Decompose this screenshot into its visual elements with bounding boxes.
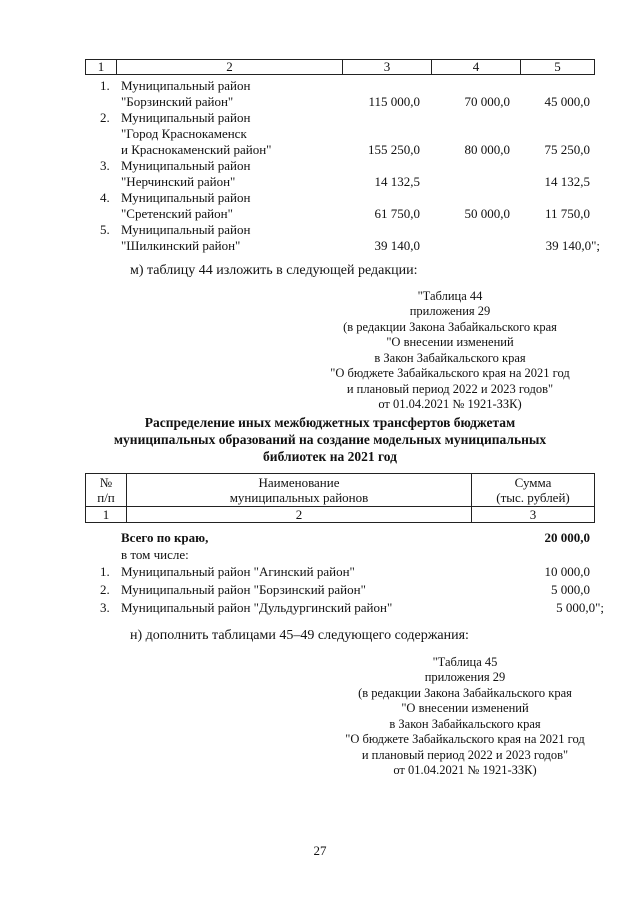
title-line: муниципальных образований на создание модельных муниципальных <box>113 432 547 447</box>
header-line: "О бюджете Забайкальского края на 2021 год <box>345 732 585 746</box>
row-name-line: "Борзинский район" <box>121 94 234 109</box>
table-top-header <box>85 59 595 75</box>
row-value-4: 80 000,0 <box>464 142 510 157</box>
col-header-line: Сумма <box>514 475 552 490</box>
header-line: от 01.04.2021 № 1921-ЗЗК) <box>393 763 537 777</box>
row-value-3: 61 750,0 <box>374 206 420 221</box>
row-number: 3. <box>100 158 110 173</box>
header-line: в Закон Забайкальского края <box>389 717 541 731</box>
page-number: 27 <box>313 843 327 858</box>
header-line: приложения 29 <box>424 670 506 684</box>
col-header-line: (тыс. рублей) <box>496 490 570 505</box>
col-name-header <box>127 474 472 507</box>
col-header-line: п/п <box>97 490 115 505</box>
header-line: от 01.04.2021 № 1921-ЗЗК) <box>378 397 522 411</box>
row-value-5: 75 250,0 <box>544 142 590 157</box>
col-header-line: Наименование <box>258 475 340 490</box>
header-line: "Таблица 45 <box>432 655 498 669</box>
row-name-line: "Шилкинский район" <box>121 238 241 253</box>
col-header-4: 4 <box>432 60 521 75</box>
row-value-4 <box>420 174 510 190</box>
col-index-3: 3 <box>472 507 595 523</box>
item-name: Муниципальный район "Борзинский район" <box>121 582 366 597</box>
col-index-2: 2 <box>127 507 472 523</box>
row-name-line: "Сретенский район" <box>121 206 233 221</box>
title-line: библиотек на 2021 год <box>263 449 397 464</box>
header-line: и плановый период 2022 и 2023 годов" <box>346 382 554 396</box>
item-number: 2. <box>100 582 110 597</box>
col-index-1: 1 <box>86 507 127 523</box>
header-line: "О внесении изменений <box>401 701 529 715</box>
total-label: Всего по краю, <box>121 530 209 545</box>
row-name-line: Муниципальный район <box>121 110 251 125</box>
header-line: (в редакции Закона Забайкальского края <box>358 686 572 700</box>
table-44-title <box>100 414 560 465</box>
row-value-3: 155 250,0 <box>368 142 420 157</box>
title-line: Распределение иных межбюджетных трансфертов бюджетам <box>144 415 516 430</box>
row-name-line: Муниципальный район <box>121 222 251 237</box>
col-header-1: 1 <box>86 60 117 75</box>
header-line: приложения 29 <box>409 304 491 318</box>
header-line: "О бюджете Забайкальского края на 2021 год <box>330 366 570 380</box>
col-number-header <box>86 474 127 507</box>
table-44-header <box>85 473 595 523</box>
paragraph-m: м) таблицу 44 изложить в следующей редакции: <box>130 263 418 278</box>
row-number: 2. <box>100 110 110 125</box>
row-name-line: Муниципальный район <box>121 158 251 173</box>
col-header-3: 3 <box>343 60 432 75</box>
row-value-3: 14 132,5 <box>374 174 420 189</box>
header-line: "О внесении изменений <box>386 335 514 349</box>
row-value-5: 11 750,0 <box>544 206 590 221</box>
row-value-5: 14 132,5 <box>544 174 590 189</box>
col-sum-header <box>472 474 595 507</box>
item-value: 5 000,0 <box>551 582 590 597</box>
item-name: Муниципальный район "Агинский район" <box>121 564 355 579</box>
header-line: "Таблица 44 <box>417 289 483 303</box>
item-value: 10 000,0 <box>544 564 590 579</box>
item-value: 5 000,0"; <box>556 600 604 615</box>
row-value-4: 70 000,0 <box>464 94 510 109</box>
header-line: (в редакции Закона Забайкальского края <box>343 320 557 334</box>
row-name-line: Муниципальный район <box>121 78 251 93</box>
row-number: 4. <box>100 190 110 205</box>
row-name-line: "Нерчинский район" <box>121 174 236 189</box>
item-number: 3. <box>100 600 110 615</box>
row-value-4 <box>420 238 510 254</box>
including-label: в том числе: <box>121 547 189 562</box>
row-number: 5. <box>100 222 110 237</box>
col-header-5: 5 <box>521 60 595 75</box>
paragraph-n: н) дополнить таблицами 45–49 следующего содержания: <box>130 628 469 643</box>
row-number: 1. <box>100 78 110 93</box>
row-value-5: 39 140,0"; <box>545 238 600 253</box>
row-name-line: Муниципальный район <box>121 190 251 205</box>
row-value-5: 45 000,0 <box>544 94 590 109</box>
row-name-line: и Краснокаменский район" <box>121 142 272 157</box>
col-header-line: № <box>99 475 113 490</box>
header-line: в Закон Забайкальского края <box>374 351 526 365</box>
row-value-4: 50 000,0 <box>464 206 510 221</box>
item-name: Муниципальный район "Дульдургинский район" <box>121 600 393 615</box>
col-header-line: муниципальных районов <box>229 490 369 505</box>
total-value: 20 000,0 <box>544 530 590 545</box>
header-line: и плановый период 2022 и 2023 годов" <box>361 748 569 762</box>
item-number: 1. <box>100 564 110 579</box>
row-value-3: 39 140,0 <box>374 238 420 253</box>
row-value-3: 115 000,0 <box>368 94 420 109</box>
row-name-line: "Город Краснокаменск <box>121 126 247 141</box>
col-header-2: 2 <box>117 60 343 75</box>
